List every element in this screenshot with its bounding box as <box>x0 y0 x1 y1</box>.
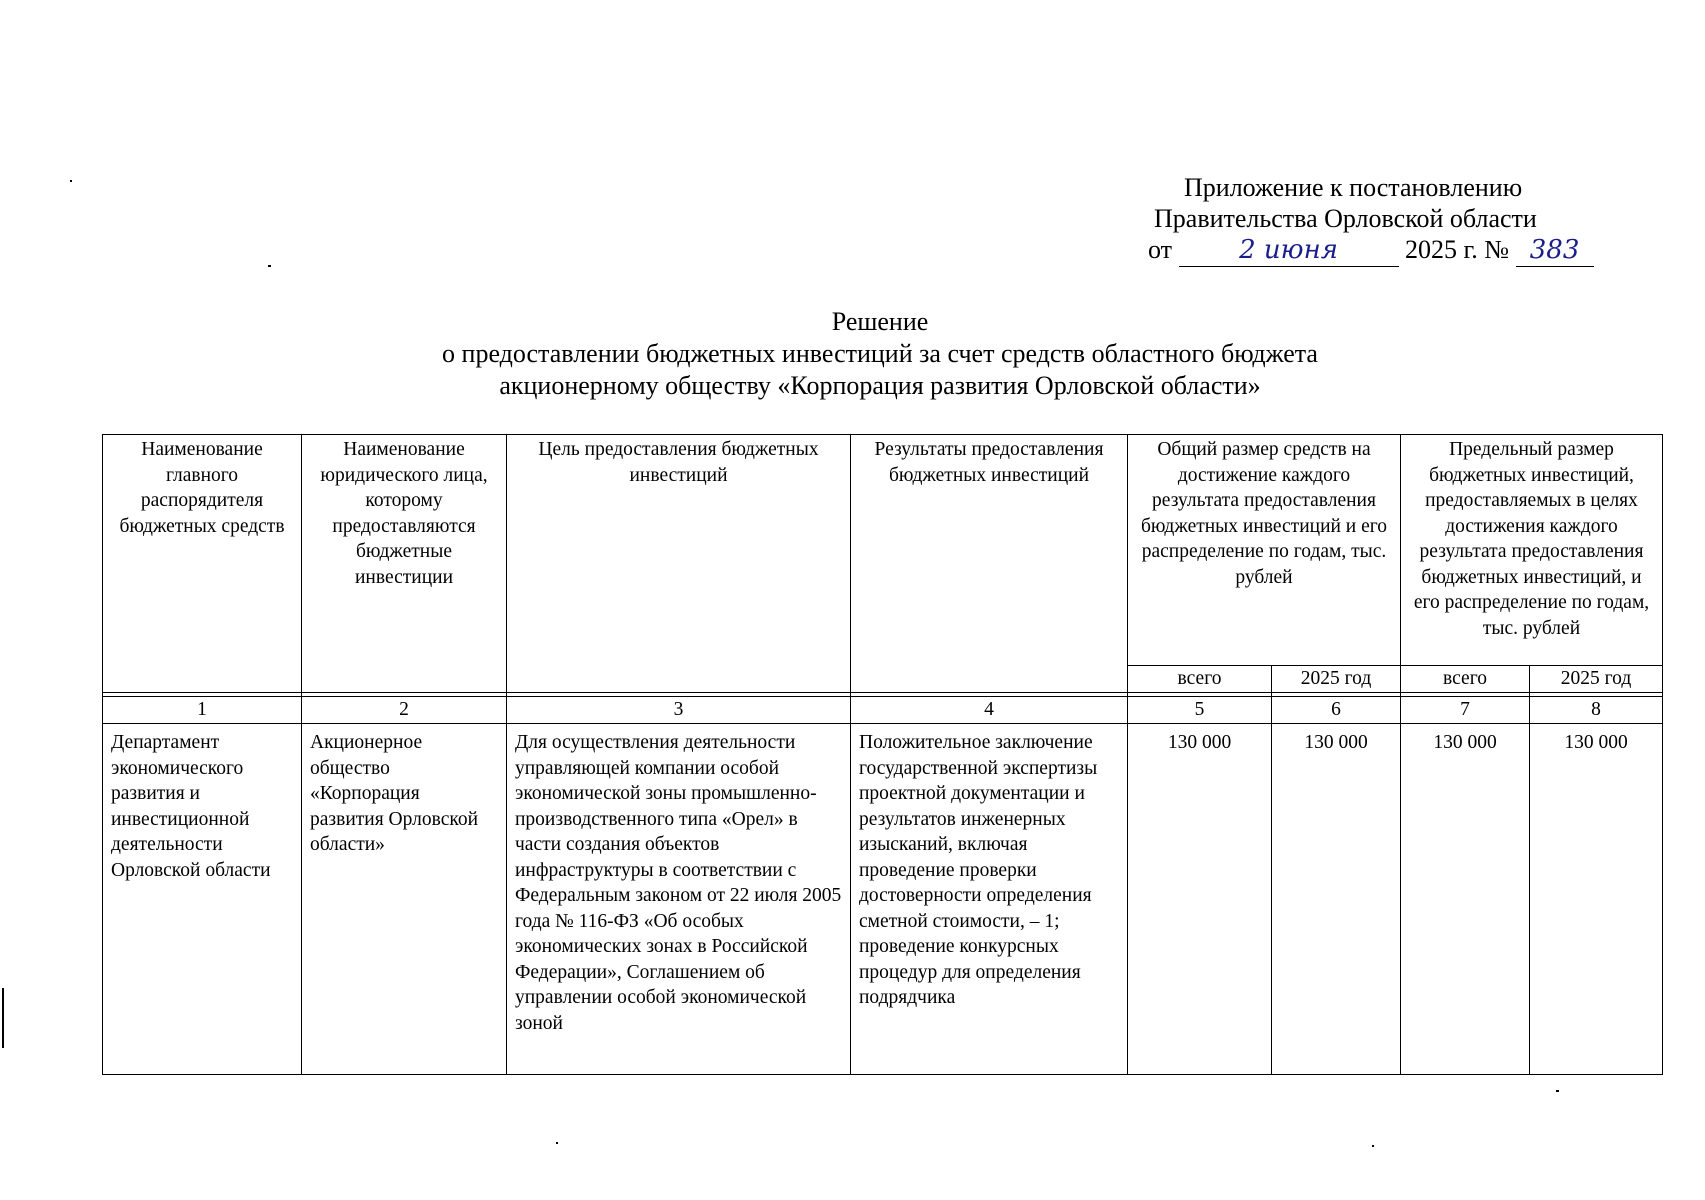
cell-total-funds: 130 000 <box>1128 724 1272 1075</box>
header-col-5-6: Общий размер средств на достижение каждого результата предоставления бюджетных инвестиций и его распределение по годам, тыс. рублей <box>1128 435 1401 666</box>
annex-date-line <box>1120 234 1620 267</box>
subheader-year-2: 2025 год <box>1530 666 1663 693</box>
column-number: 1 <box>103 697 302 724</box>
cell-limit-total: 130 000 <box>1401 724 1530 1075</box>
scan-speck <box>1556 1090 1559 1092</box>
annex-header <box>1120 172 1620 267</box>
header-col-3: Цель предоставления бюджетных инвестиций <box>507 435 851 693</box>
investment-table <box>102 434 1663 1075</box>
subheader-total-2: всего <box>1401 666 1530 693</box>
title-line-3: акционерному обществу «Корпорация развития Орловской области» <box>499 371 1261 400</box>
column-number: 8 <box>1530 697 1663 724</box>
cell-limit-2025: 130 000 <box>1530 724 1663 1075</box>
column-number: 3 <box>507 697 851 724</box>
document-title <box>0 306 1705 402</box>
table-header-row <box>103 435 1663 666</box>
annex-line-2: Правительства Орловской области <box>1154 204 1537 233</box>
scan-speck <box>70 180 72 182</box>
scan-speck <box>1372 1145 1374 1147</box>
column-number: 7 <box>1401 697 1530 724</box>
handwritten-date: 2 июня <box>1179 235 1399 267</box>
cell-budget-holder: Департамент экономического развития и инвестиционной деятельности Орловской области <box>103 724 302 1075</box>
column-number-row <box>103 697 1663 724</box>
cell-funds-2025: 130 000 <box>1272 724 1401 1075</box>
header-col-2: Наименование юридического лица, которому предоставляются бюджетные инвестиции <box>302 435 507 693</box>
scan-margin-line <box>2 988 4 1048</box>
subheader-total-1: всего <box>1128 666 1272 693</box>
title-line-2: о предоставлении бюджетных инвестиций за счет средств областного бюджета <box>442 339 1318 368</box>
handwritten-number: 383 <box>1516 235 1594 267</box>
header-col-1: Наименование главного распорядителя бюджетных средств <box>103 435 302 693</box>
column-number: 4 <box>851 697 1128 724</box>
table-row <box>103 724 1663 1075</box>
column-number: 5 <box>1128 697 1272 724</box>
scan-speck <box>268 265 271 267</box>
header-col-7-8: Предельный размер бюджетных инвестиций, предоставляемых в целях достижения каждого результата предоставления бюджетных инвестиций, и его распределение по годам, тыс. рублей <box>1401 435 1663 666</box>
scan-speck <box>556 1142 558 1144</box>
cell-purpose: Для осуществления деятельности управляющей компании особой экономической зоны промышленно-производственного типа «Орел» в части создания объектов инфраструктуры в соответствии с Федеральным законом от 22 июля 2005 года № 116-ФЗ «Об особых экономических зонах в Российской Федерации», Соглашением об управлении особой экономической зоной <box>507 724 851 1075</box>
annex-year-label: 2025 г. № <box>1405 235 1510 264</box>
annex-prefix: от <box>1148 235 1173 264</box>
cell-legal-entity: Акционерное общество «Корпорация развития Орловской области» <box>302 724 507 1075</box>
column-number: 2 <box>302 697 507 724</box>
column-number: 6 <box>1272 697 1401 724</box>
subheader-year-1: 2025 год <box>1272 666 1401 693</box>
header-col-4: Результаты предоставления бюджетных инвестиций <box>851 435 1128 693</box>
annex-line-1: Приложение к постановлению <box>1184 173 1523 202</box>
cell-results: Положительное заключение государственной экспертизы проектной документации и результатов инженерных изысканий, включая проведение проверки достоверности определения сметной стоимости, – 1; проведение конкурсных процедур для определения подрядчика <box>851 724 1128 1075</box>
title-heading: Решение <box>831 307 929 336</box>
